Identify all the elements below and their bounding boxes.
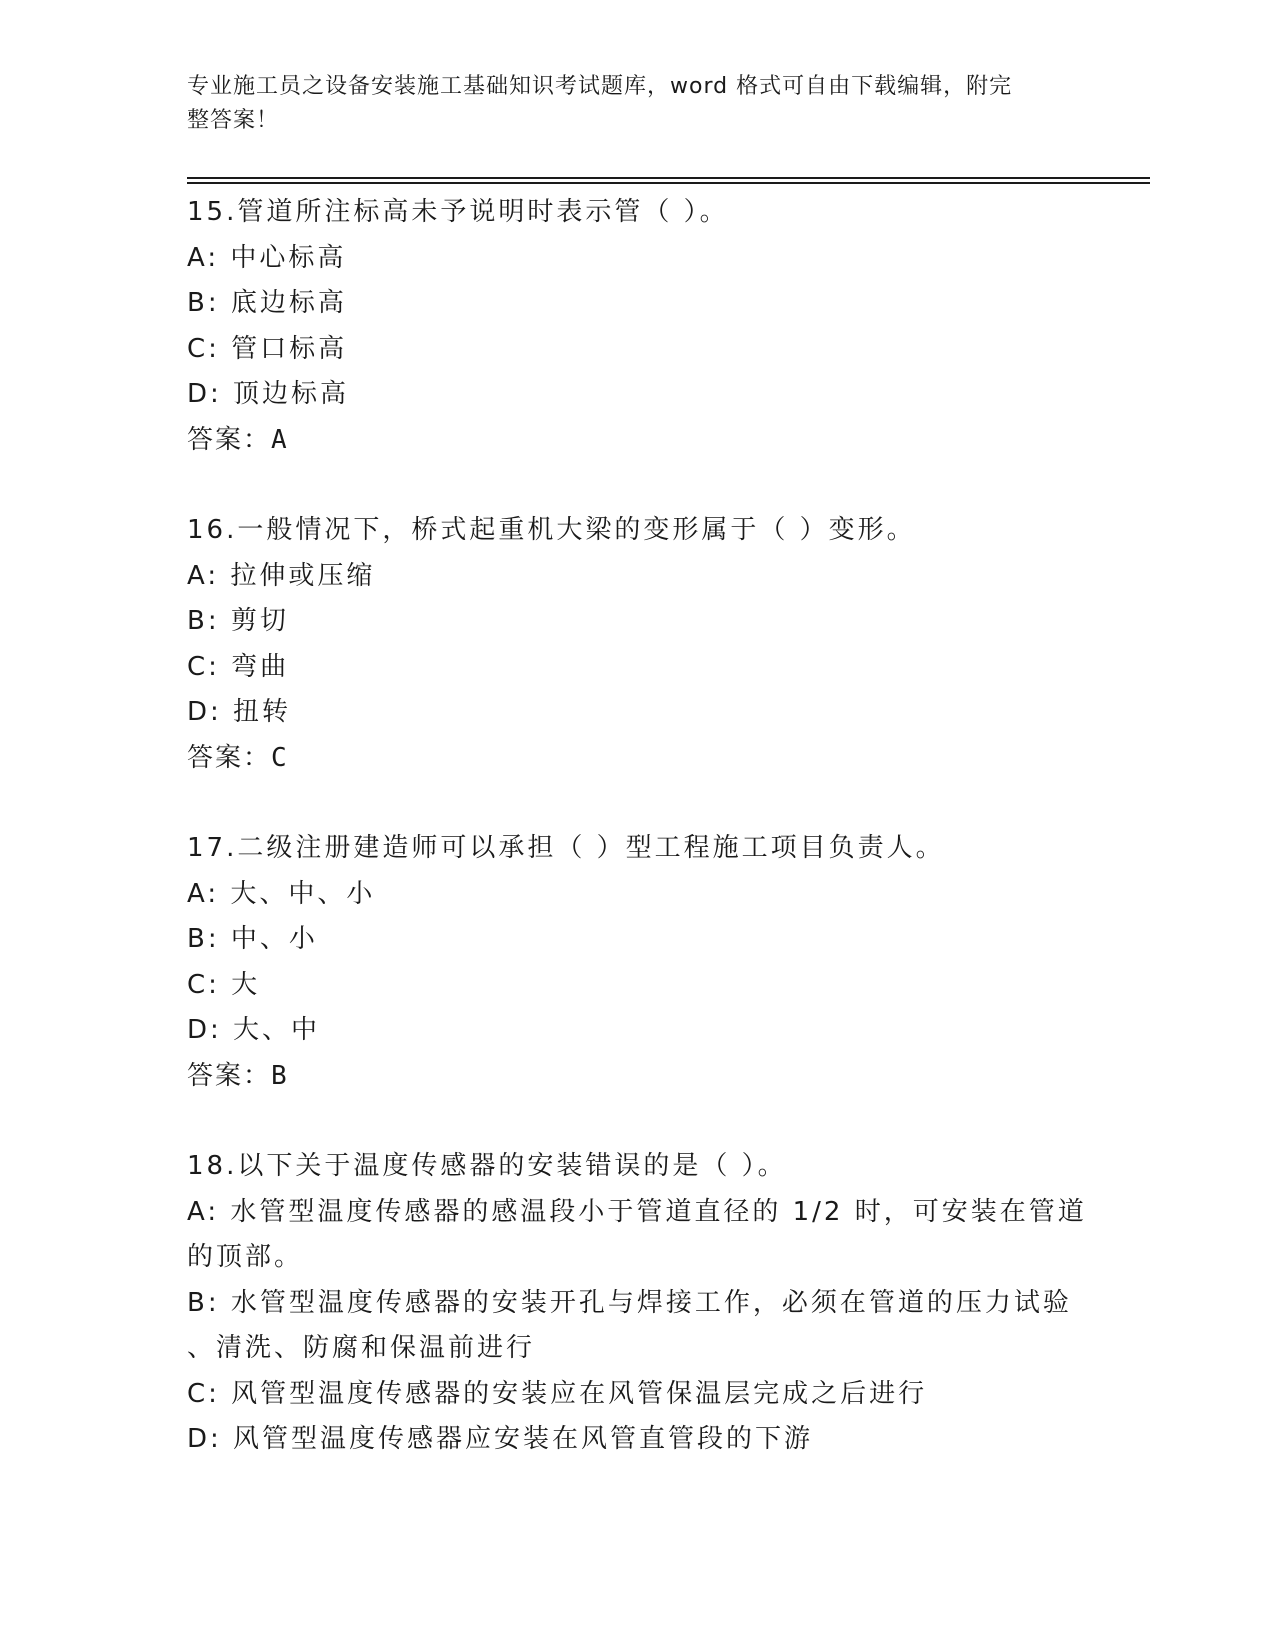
option-b: B: 剪切	[187, 606, 289, 636]
header-line-1: 专业施工员之设备安装施工基础知识考试题库，word 格式可自由下载编辑，附完	[187, 74, 1013, 99]
answer-line	[187, 418, 1067, 464]
question-stem: 17.二级注册建造师可以承担（ ）型工程施工项目负责人。	[187, 833, 945, 863]
option-b: B: 中、小	[187, 924, 318, 954]
option-b: B: 底边标高	[187, 288, 347, 318]
answer-label: 答案：	[187, 742, 272, 773]
option-a-continued: 的顶部。	[187, 1242, 304, 1272]
option-a: A: 大、中、小	[187, 878, 376, 909]
header-divider-top	[187, 177, 1150, 179]
question-stem: 15.管道所注标高未予说明时表示管（ ）。	[187, 197, 729, 227]
option-a: A: 中心标高	[187, 242, 347, 273]
question-list	[187, 190, 1087, 1463]
answer-label: 答案：	[187, 1060, 272, 1091]
option-c: C: 弯曲	[187, 651, 290, 682]
document-header	[187, 70, 1067, 138]
option-c: C: 风管型温度传感器的安装应在风管保温层完成之后进行	[187, 1378, 928, 1409]
option-c: C: 管口标高	[187, 333, 348, 364]
option-b: B: 水管型温度传感器的安装开孔与焊接工作，必须在管道的压力试验	[187, 1287, 1072, 1318]
answer-value: B	[271, 1060, 287, 1091]
option-d: D: 扭转	[187, 697, 292, 727]
question-17	[187, 826, 1067, 1099]
header-line-2: 整答案！	[187, 108, 280, 133]
answer-line	[187, 736, 1067, 782]
question-15	[187, 190, 1067, 463]
question-stem: 16.一般情况下，桥式起重机大梁的变形属于（ ）变形。	[187, 515, 916, 545]
question-stem: 18.以下关于温度传感器的安装错误的是（ ）。	[187, 1151, 787, 1181]
option-a: A: 水管型温度传感器的感温段小于管道直径的 1/2 时，可安装在管道	[187, 1196, 1087, 1227]
option-d: D: 风管型温度传感器应安装在风管直管段的下游	[187, 1424, 814, 1454]
option-d: D: 大、中	[187, 1015, 321, 1045]
question-18	[187, 1144, 1087, 1463]
answer-value: A	[271, 424, 287, 455]
answer-label: 答案：	[187, 424, 272, 455]
question-16	[187, 508, 1067, 781]
answer-value: C	[271, 742, 287, 773]
option-d: D: 顶边标高	[187, 379, 350, 409]
option-b-continued: 、清洗、防腐和保温前进行	[187, 1333, 536, 1363]
option-c: C: 大	[187, 969, 261, 1000]
header-divider-bottom	[187, 182, 1150, 184]
answer-line	[187, 1054, 1067, 1100]
option-a: A: 拉伸或压缩	[187, 560, 376, 591]
